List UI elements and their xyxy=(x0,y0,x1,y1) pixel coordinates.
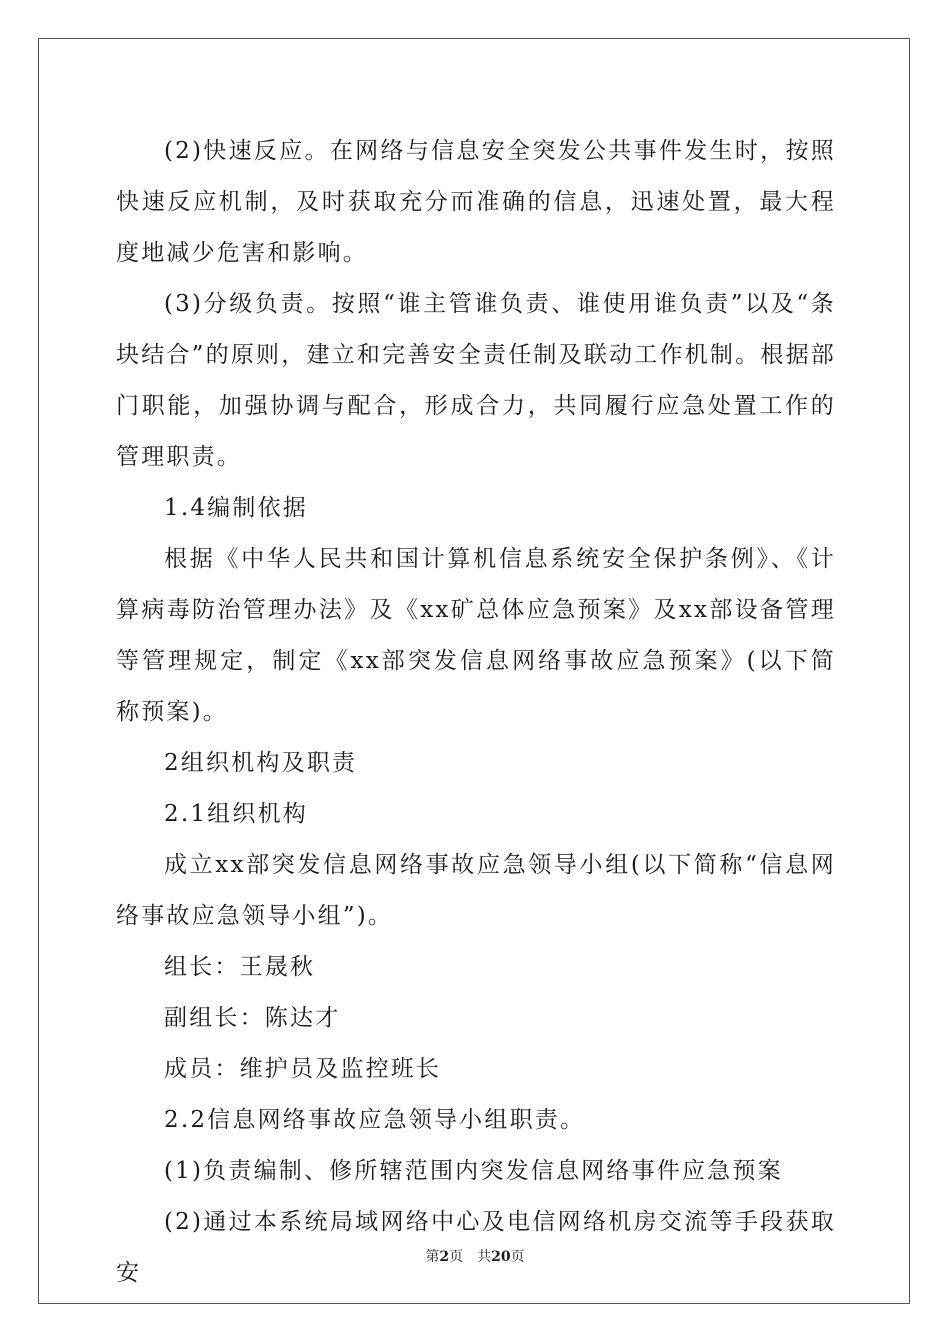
page-suffix: 页 xyxy=(449,1249,464,1265)
heading-group-duties: 2.2信息网络事故应急领导小组职责。 xyxy=(164,1107,586,1133)
page-prefix: 第 xyxy=(425,1249,440,1265)
paragraph-duty-2: (2)通过本系统局域网络中心及电信网络机房交流等手段获取安 xyxy=(116,1209,836,1286)
paragraph-quick-response: (2)快速反应。在网络与信息安全突发公共事件发生时，按照快速反应机制，及时获取充分而准确的信息，迅速处置，最大程度地减少危害和影响。 xyxy=(116,138,836,266)
heading-organization-and-duties: 2组织机构及职责 xyxy=(164,750,358,776)
heading-compilation-basis: 1.4编制依据 xyxy=(164,495,308,521)
total-pages: 20 xyxy=(491,1249,511,1265)
paragraph-members: 成员：维护员及监控班长 xyxy=(164,1056,442,1082)
heading-organization: 2.1组织机构 xyxy=(164,801,308,827)
paragraph-compilation-basis: 根据《中华人民共和国计算机信息系统安全保护条例》、《计算病毒防治管理办法》及《xx矿总体应急预案》及xx部设备管理等管理规定，制定《xx部突发信息网络事故应急预案》(以下简称预案)。 xyxy=(116,546,836,725)
total-suffix: 页 xyxy=(510,1249,525,1265)
paragraph-duty-1: (1)负责编制、修所辖范围内突发信息网络事件应急预案 xyxy=(164,1158,783,1184)
page-footer xyxy=(0,1247,950,1267)
paragraph-establish-group: 成立xx部突发信息网络事故应急领导小组(以下简称“信息网络事故应急领导小组”)。 xyxy=(116,852,836,929)
paragraph-deputy-leader: 副组长：陈达才 xyxy=(164,1005,341,1031)
paragraph-graded-responsibility: (3)分级负责。按照“谁主管谁负责、谁使用谁负责”以及“条块结合”的原则，建立和完善安全责任制及联动工作机制。根据部门职能，加强协调与配合，形成合力，共同履行应急处置工作的管理职责。 xyxy=(116,291,836,470)
paragraph-group-leader: 组长：王晟秋 xyxy=(164,954,316,980)
page-number: 2 xyxy=(439,1249,450,1265)
total-prefix: 共 xyxy=(477,1249,492,1265)
document-body xyxy=(116,126,836,1299)
